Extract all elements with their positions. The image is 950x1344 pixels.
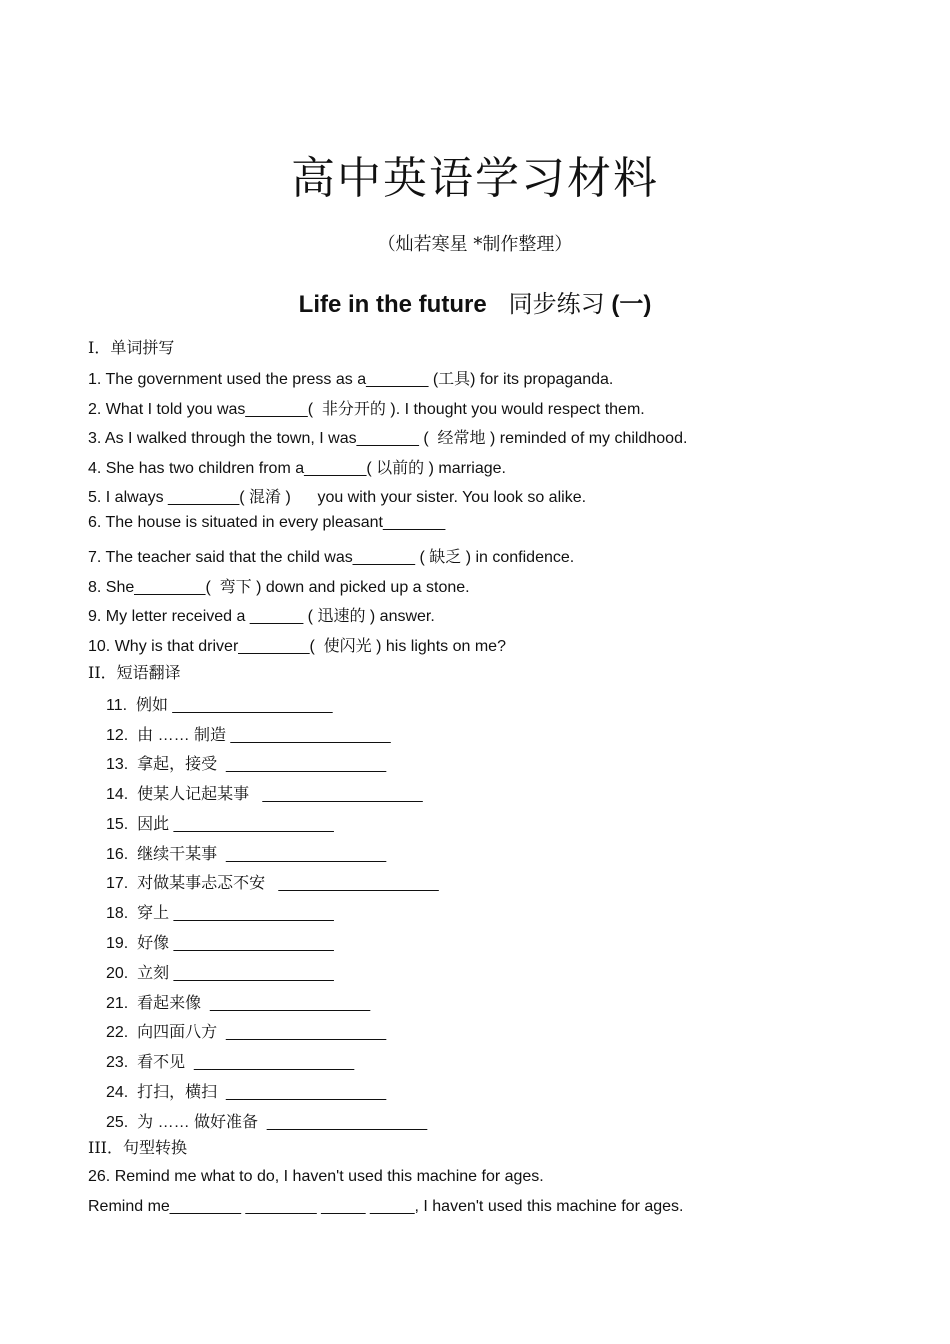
exercise-item: 26. Remind me what to do, I haven't used this machine for ages. [88, 1168, 544, 1185]
subtitle-part: (一) [611, 291, 652, 318]
exercise-item: Remind me________ ________ _____ _____, I haven't used this machine for ages. [88, 1198, 684, 1215]
phrase-item: 24. 打扫，横扫 __________________ [106, 1084, 387, 1101]
phrase-item: 22. 向四面八方 __________________ [106, 1024, 387, 1041]
lesson-subtitle [0, 284, 950, 319]
phrase-item: 18. 穿上 __________________ [106, 905, 334, 922]
phrase-item: 20. 立刻 __________________ [106, 965, 334, 982]
phrase-item: 12. 由 …… 制造 __________________ [106, 727, 391, 744]
phrase-item: 16. 继续干某事 __________________ [106, 846, 387, 863]
phrase-item: 21. 看起来像 __________________ [106, 995, 371, 1012]
exercise-item: 3. As I walked through the town, I was_______ ( 经常地 ) reminded of my childhood. [88, 430, 688, 447]
subtitle-english: Life in the future [298, 291, 487, 318]
exercise-item: 7. The teacher said that the child was_______ ( 缺乏 ) in confidence. [88, 549, 575, 566]
phrase-item: 15. 因此 __________________ [106, 816, 334, 833]
phrase-item: 23. 看不见 __________________ [106, 1054, 355, 1071]
document-byline: （灿若寒星 *制作整理） [377, 234, 573, 255]
exercise-item: 6. The house is situated in every pleasant_______ [88, 514, 446, 531]
phrase-item: 25. 为 …… 做好准备 __________________ [106, 1114, 428, 1131]
phrase-item: 11. 例如 __________________ [106, 697, 333, 714]
exercise-item: 10. Why is that driver________( 使闪光 ) his lights on me? [88, 638, 506, 655]
subtitle-chinese: 同步练习 [508, 290, 605, 318]
phrase-item: 19. 好像 __________________ [106, 935, 334, 952]
phrase-item: 17. 对做某事忐忑不安 __________________ [106, 875, 439, 892]
exercise-item: 8. She________( 弯下 ) down and picked up a stone. [88, 579, 470, 596]
exercise-item: 1. The government used the press as a_______ (工具) for its propaganda. [88, 371, 614, 388]
phrase-item: 13. 拿起，接受 __________________ [106, 756, 387, 773]
document-title: 高中英语学习材料 [291, 153, 659, 204]
exercise-item: 2. What I told you was_______( 非分开的 ). I thought you would respect them. [88, 401, 645, 418]
exercise-item: 5. I always ________( 混淆 ) you with your sister. You look so alike. [88, 489, 587, 506]
section-heading-sentences: III．句型转换 [88, 1138, 187, 1157]
exercise-item: 9. My letter received a ______ ( 迅速的 ) answer. [88, 608, 435, 625]
exercise-item: 4. She has two children from a_______( 以前的 ) marriage. [88, 460, 506, 477]
section-heading-vocabulary: I．单词拼写 [88, 338, 175, 357]
phrase-item: 14. 使某人记起某事 __________________ [106, 786, 423, 803]
section-heading-phrases: II．短语翻译 [88, 663, 181, 682]
